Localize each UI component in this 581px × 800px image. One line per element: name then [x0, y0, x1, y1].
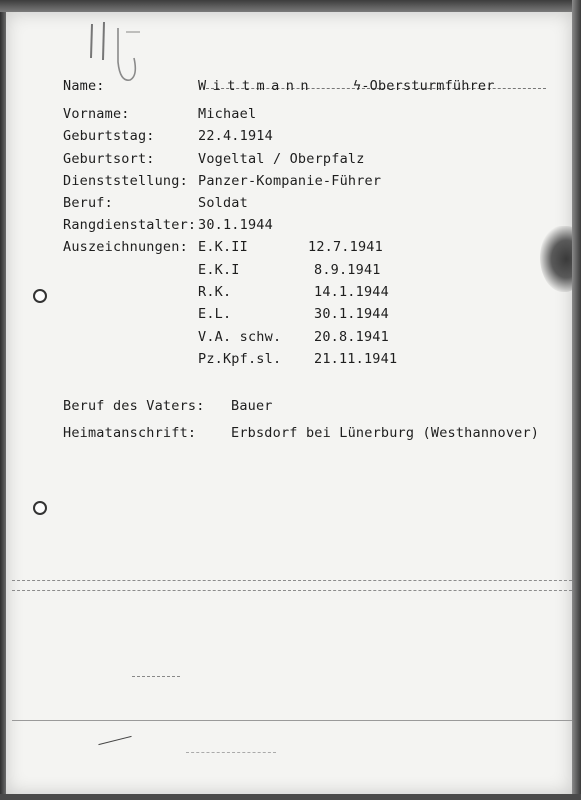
vorname-label: Vorname: — [63, 106, 130, 122]
rangdienstalter-label: Rangdienstalter: — [63, 217, 197, 233]
fold-line-1 — [12, 580, 572, 581]
scan-speck — [186, 752, 276, 753]
geburtsort-value: Vogeltal / Oberpfalz — [198, 151, 365, 167]
geburtstag-value: 22.4.1914 — [198, 128, 273, 144]
scan-speck — [98, 736, 131, 745]
award-name: V.A. schw. — [198, 329, 282, 345]
award-date: 30.1.1944 — [314, 306, 389, 322]
punch-hole-top — [33, 289, 47, 303]
award-date: 14.1.1944 — [314, 284, 389, 300]
award-date: 8.9.1941 — [314, 262, 381, 278]
scan-bottom-edge — [0, 794, 581, 800]
auszeichnungen-label: Auszeichnungen: — [63, 239, 188, 255]
heimatanschrift-label: Heimatanschrift: — [63, 425, 197, 441]
scan-speck — [132, 676, 180, 677]
name-value: Wittmann — [198, 78, 316, 94]
award-name: E.K.II — [198, 239, 248, 255]
award-name: E.L. — [198, 306, 232, 322]
name-label: Name: — [63, 78, 105, 94]
punch-hole-bottom — [33, 501, 47, 515]
fold-line-3 — [12, 720, 572, 721]
document-page — [6, 12, 572, 794]
beruf-value: Soldat — [198, 195, 248, 211]
award-date: 20.8.1941 — [314, 329, 389, 345]
dienststellung-label: Dienststellung: — [63, 173, 188, 189]
rank-value: ϟ-Obersturmführer — [353, 78, 495, 94]
award-name: R.K. — [198, 284, 232, 300]
scan-top-edge — [0, 0, 581, 12]
heimatanschrift-value: Erbsdorf bei Lünerburg (Westhannover) — [231, 425, 540, 441]
award-name: E.K.I — [198, 262, 240, 278]
geburtstag-label: Geburtstag: — [63, 128, 155, 144]
beruf-vaters-value: Bauer — [231, 398, 273, 414]
award-date: 12.7.1941 — [308, 239, 383, 255]
award-name: Pz.Kpf.sl. — [198, 351, 282, 367]
beruf-label: Beruf: — [63, 195, 113, 211]
vorname-value: Michael — [198, 106, 257, 122]
award-date: 21.11.1941 — [314, 351, 398, 367]
geburtsort-label: Geburtsort: — [63, 151, 155, 167]
fold-line-2 — [12, 590, 572, 591]
rangdienstalter-value: 30.1.1944 — [198, 217, 273, 233]
ink-stain — [540, 226, 572, 292]
scan-right-edge — [572, 0, 581, 800]
beruf-vaters-label: Beruf des Vaters: — [63, 398, 205, 414]
dienststellung-value: Panzer-Kompanie-Führer — [198, 173, 382, 189]
